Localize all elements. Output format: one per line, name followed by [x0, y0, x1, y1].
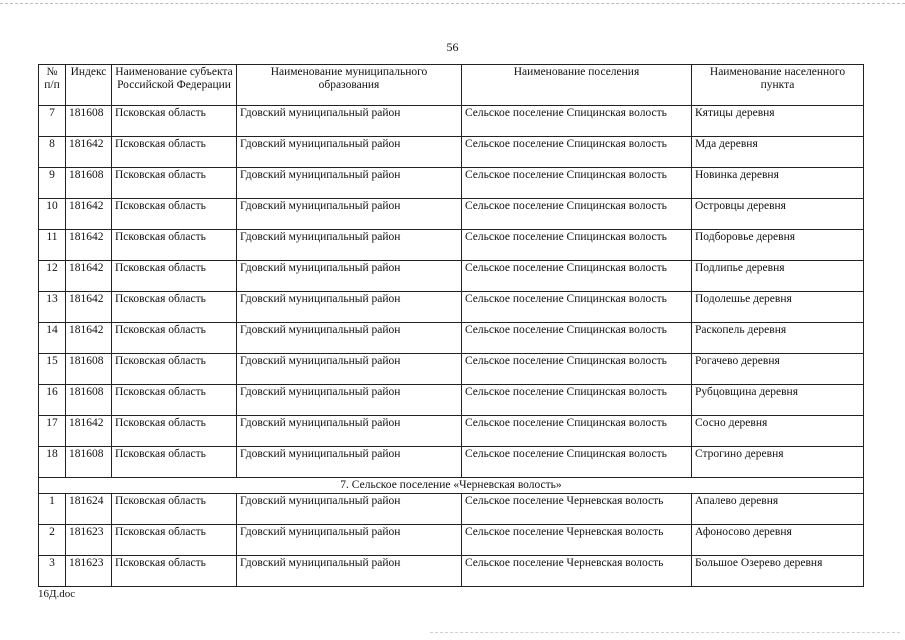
header-municipality: Наименование муниципального образования: [237, 65, 462, 106]
cell-locality: Раскопель деревня: [692, 323, 864, 354]
cell-settlement: Сельское поселение Спицинская волость: [462, 199, 692, 230]
table-row: [39, 525, 864, 556]
cell-index: 181642: [66, 137, 112, 168]
cell-index: 181623: [66, 556, 112, 587]
cell-subject: Псковская область: [112, 525, 237, 556]
cell-num: 18: [39, 447, 66, 478]
cell-num: 14: [39, 323, 66, 354]
cell-num: 11: [39, 230, 66, 261]
header-locality: Наименование населенного пункта: [692, 65, 864, 106]
cell-municipality: Гдовский муниципальный район: [237, 447, 462, 478]
header-settlement: Наименование поселения: [462, 65, 692, 106]
cell-settlement: Сельское поселение Спицинская волость: [462, 168, 692, 199]
cell-subject: Псковская область: [112, 416, 237, 447]
cell-locality: Островцы деревня: [692, 199, 864, 230]
cell-subject: Псковская область: [112, 323, 237, 354]
cell-num: 17: [39, 416, 66, 447]
cell-index: 181623: [66, 525, 112, 556]
cell-municipality: Гдовский муниципальный район: [237, 354, 462, 385]
cell-settlement: Сельское поселение Спицинская волость: [462, 261, 692, 292]
cell-locality: Строгино деревня: [692, 447, 864, 478]
cell-index: 181608: [66, 106, 112, 137]
cell-num: 3: [39, 556, 66, 587]
cell-subject: Псковская область: [112, 168, 237, 199]
cell-municipality: Гдовский муниципальный район: [237, 106, 462, 137]
cell-subject: Псковская область: [112, 447, 237, 478]
cell-locality: Апалево деревня: [692, 494, 864, 525]
cell-locality: Рубцовщина деревня: [692, 385, 864, 416]
cell-locality: Новинка деревня: [692, 168, 864, 199]
header-num: № п/п: [39, 65, 66, 106]
cell-num: 10: [39, 199, 66, 230]
table-row: [39, 447, 864, 478]
cell-settlement: Сельское поселение Спицинская волость: [462, 106, 692, 137]
page-number: 56: [446, 40, 459, 54]
cell-subject: Псковская область: [112, 106, 237, 137]
table-row: [39, 416, 864, 447]
cell-num: 9: [39, 168, 66, 199]
cell-locality: Подборовье деревня: [692, 230, 864, 261]
cell-municipality: Гдовский муниципальный район: [237, 230, 462, 261]
table-row: [39, 323, 864, 354]
cell-subject: Псковская область: [112, 556, 237, 587]
cell-num: 8: [39, 137, 66, 168]
header-index: Индекс: [66, 65, 112, 106]
cell-municipality: Гдовский муниципальный район: [237, 168, 462, 199]
cell-num: 7: [39, 106, 66, 137]
cell-subject: Псковская область: [112, 230, 237, 261]
localities-table: [38, 64, 864, 587]
cell-locality: Подлипье деревня: [692, 261, 864, 292]
cell-settlement: Сельское поселение Спицинская волость: [462, 354, 692, 385]
cell-municipality: Гдовский муниципальный район: [237, 416, 462, 447]
cell-index: 181608: [66, 168, 112, 199]
cell-subject: Псковская область: [112, 354, 237, 385]
scan-edge-top: [0, 3, 905, 4]
cell-settlement: Сельское поселение Черневская волость: [462, 494, 692, 525]
cell-locality: Большое Озерево деревня: [692, 556, 864, 587]
table-row: [39, 556, 864, 587]
table-header-row: [39, 65, 864, 106]
cell-municipality: Гдовский муниципальный район: [237, 556, 462, 587]
cell-subject: Псковская область: [112, 292, 237, 323]
cell-locality: Рогачево деревня: [692, 354, 864, 385]
cell-municipality: Гдовский муниципальный район: [237, 199, 462, 230]
table-row: [39, 494, 864, 525]
table-row: [39, 292, 864, 323]
cell-index: 181624: [66, 494, 112, 525]
table-row: [39, 230, 864, 261]
cell-municipality: Гдовский муниципальный район: [237, 323, 462, 354]
cell-subject: Псковская область: [112, 137, 237, 168]
cell-subject: Псковская область: [112, 385, 237, 416]
cell-index: 181608: [66, 447, 112, 478]
cell-index: 181642: [66, 230, 112, 261]
cell-municipality: Гдовский муниципальный район: [237, 494, 462, 525]
cell-locality: Кятицы деревня: [692, 106, 864, 137]
cell-municipality: Гдовский муниципальный район: [237, 525, 462, 556]
cell-settlement: Сельское поселение Спицинская волость: [462, 323, 692, 354]
table-body: [39, 106, 864, 587]
table-row: [39, 354, 864, 385]
cell-index: 181642: [66, 199, 112, 230]
table-row: [39, 199, 864, 230]
cell-subject: Псковская область: [112, 494, 237, 525]
footer-filename: 16Д.doc: [38, 588, 76, 600]
cell-index: 181642: [66, 261, 112, 292]
cell-settlement: Сельское поселение Спицинская волость: [462, 230, 692, 261]
cell-settlement: Сельское поселение Спицинская волость: [462, 416, 692, 447]
cell-num: 12: [39, 261, 66, 292]
cell-subject: Псковская область: [112, 199, 237, 230]
cell-municipality: Гдовский муниципальный район: [237, 261, 462, 292]
cell-num: 2: [39, 525, 66, 556]
cell-settlement: Сельское поселение Спицинская волость: [462, 292, 692, 323]
cell-locality: Подолешье деревня: [692, 292, 864, 323]
header-subject: Наименование субъекта Российской Федерации: [112, 65, 237, 106]
cell-index: 181608: [66, 385, 112, 416]
scan-edge-bottom: [430, 632, 900, 633]
cell-num: 1: [39, 494, 66, 525]
cell-locality: Афоносово деревня: [692, 525, 864, 556]
cell-locality: Сосно деревня: [692, 416, 864, 447]
cell-municipality: Гдовский муниципальный район: [237, 137, 462, 168]
section-title: 7. Сельское поселение «Черневская волость»: [39, 478, 864, 494]
cell-settlement: Сельское поселение Спицинская волость: [462, 447, 692, 478]
table-row: [39, 261, 864, 292]
cell-index: 181642: [66, 292, 112, 323]
cell-index: 181642: [66, 323, 112, 354]
cell-subject: Псковская область: [112, 261, 237, 292]
cell-municipality: Гдовский муниципальный район: [237, 292, 462, 323]
table-row: [39, 168, 864, 199]
cell-settlement: Сельское поселение Спицинская волость: [462, 385, 692, 416]
cell-index: 181642: [66, 416, 112, 447]
table-row: [39, 106, 864, 137]
table-row: [39, 137, 864, 168]
table-row: [39, 385, 864, 416]
cell-municipality: Гдовский муниципальный район: [237, 385, 462, 416]
cell-num: 16: [39, 385, 66, 416]
cell-settlement: Сельское поселение Спицинская волость: [462, 137, 692, 168]
cell-index: 181608: [66, 354, 112, 385]
section-row: [39, 478, 864, 494]
cell-settlement: Сельское поселение Черневская волость: [462, 525, 692, 556]
cell-settlement: Сельское поселение Черневская волость: [462, 556, 692, 587]
cell-num: 15: [39, 354, 66, 385]
cell-num: 13: [39, 292, 66, 323]
cell-locality: Мда деревня: [692, 137, 864, 168]
